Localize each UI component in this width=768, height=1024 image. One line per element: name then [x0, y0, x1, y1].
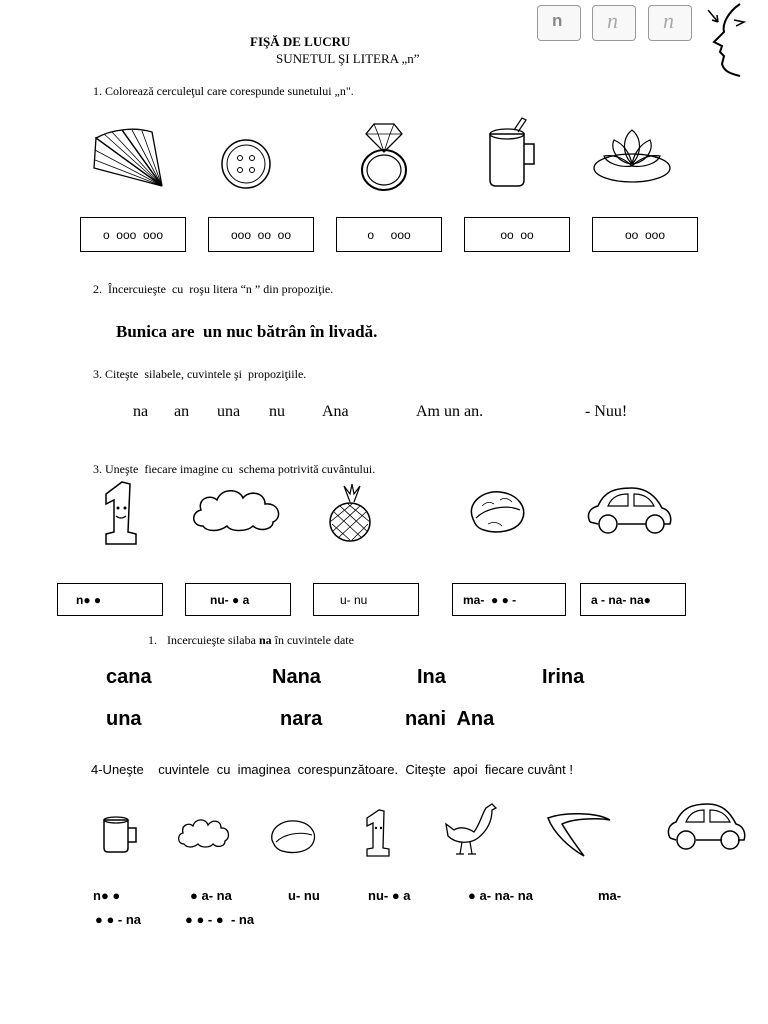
- ex5-word[interactable]: Ina: [417, 666, 446, 688]
- ex1-scheme-box[interactable]: ooo oo oo: [208, 217, 314, 252]
- page-subtitle: SUNETUL ŞI LITERA „n”: [276, 51, 420, 66]
- ex5-instruction-post: în cuvintele date: [271, 633, 354, 647]
- ex5-word[interactable]: nara: [280, 708, 323, 730]
- ex3-item: una: [217, 403, 241, 420]
- ex4-instruction: 3. Uneşte fiecare imagine cu schema potrivită cuvântului.: [93, 462, 376, 476]
- ex5-word[interactable]: Irina: [542, 666, 585, 688]
- ring-icon: [356, 120, 412, 192]
- ex5-word[interactable]: nani Ana: [405, 708, 495, 730]
- ex1-scheme-box[interactable]: oo ooo: [592, 217, 698, 252]
- ex1-instruction: 1. Colorează cerculeţul care corespunde sunetului „n".: [93, 84, 354, 98]
- page-title: FIŞĂ DE LUCRU: [250, 34, 351, 49]
- cloud-icon: [189, 486, 285, 532]
- ex4-scheme-box[interactable]: nu- ● a: [185, 583, 291, 616]
- letter-card-handwritten-2: n: [648, 5, 692, 41]
- ex3-item: an: [174, 403, 190, 420]
- ex5-word[interactable]: una: [106, 708, 142, 730]
- ex5-instruction-pre: Incercuieşte silaba: [167, 633, 259, 647]
- fan-icon: [92, 128, 168, 192]
- ex6-scheme[interactable]: ma-: [598, 888, 622, 903]
- ex5-word[interactable]: Nana: [272, 666, 321, 688]
- number-one-icon: [102, 480, 138, 546]
- waterlily-icon: [592, 124, 672, 184]
- ex1-scheme-box[interactable]: oo oo: [464, 217, 570, 252]
- face-profile-icon: [700, 2, 756, 82]
- ex4-scheme-box[interactable]: a - na- na●: [580, 583, 686, 616]
- cloud-icon: [176, 816, 232, 848]
- ex2-sentence[interactable]: Bunica are un nuc bătrân în livadă.: [116, 322, 378, 341]
- ex6-scheme[interactable]: ● ● - na: [95, 912, 142, 927]
- car-icon: [664, 800, 748, 852]
- letter-card-handwritten-1: n: [592, 5, 636, 41]
- pineapple-icon: [326, 482, 374, 542]
- button-icon: [220, 138, 272, 190]
- ex5-instruction: [148, 633, 354, 648]
- walnut-icon: [466, 488, 528, 534]
- ex5-instruction-number: 1.: [148, 633, 157, 647]
- cup-icon: [100, 814, 140, 854]
- letter-card-print: n: [537, 5, 581, 41]
- ex6-scheme[interactable]: u- nu: [288, 888, 320, 903]
- banana-icon: [544, 810, 614, 858]
- ex6-scheme[interactable]: nu- ● a: [368, 888, 411, 903]
- ex1-scheme-box[interactable]: o ooo: [336, 217, 442, 252]
- ex5-word[interactable]: cana: [106, 666, 152, 688]
- ex6-instruction: 4-Uneşte cuvintele cu imaginea corespunzătoare. Citeşte apoi fiecare cuvânt !: [91, 762, 573, 777]
- ex5-instruction-bold: na: [258, 633, 272, 647]
- hen-icon: [442, 800, 500, 858]
- ex6-scheme[interactable]: n● ●: [93, 888, 121, 903]
- walnut-icon: [268, 818, 318, 854]
- car-icon: [584, 484, 674, 536]
- ex6-scheme[interactable]: ● a- na- na: [468, 888, 533, 903]
- ex3-item: Ana: [322, 403, 349, 420]
- ex6-scheme[interactable]: ● ● - ● - na: [185, 912, 255, 927]
- ex6-scheme[interactable]: ● a- na: [190, 888, 232, 903]
- number-one-icon: [364, 808, 390, 858]
- ex4-scheme-box[interactable]: n● ●: [57, 583, 163, 616]
- ex3-instruction: 3. Citeşte silabele, cuvintele şi propoziţiile.: [93, 367, 307, 381]
- ex1-scheme-box[interactable]: o ooo ooo: [80, 217, 186, 252]
- ex2-instruction: 2. Încercuieşte cu roşu litera “n ” din propoziţie.: [93, 282, 334, 296]
- ex3-item: Am un an.: [416, 403, 484, 420]
- ex3-item: nu: [269, 403, 285, 420]
- ex4-scheme-box[interactable]: u- nu: [313, 583, 419, 616]
- ex3-item: - Nuu!: [585, 403, 628, 420]
- mug-icon: [484, 116, 540, 188]
- ex4-scheme-box[interactable]: ma- ● ● -: [452, 583, 566, 616]
- ex3-item: na: [133, 403, 149, 420]
